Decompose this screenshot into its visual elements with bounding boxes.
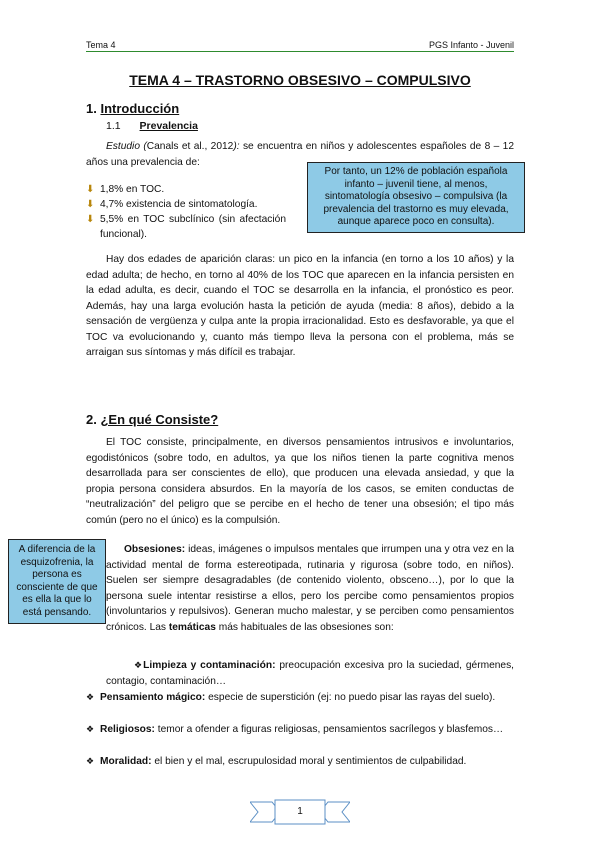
theme-text: especie de superstición (ej: no puedo pisar las rayas del suelo).: [205, 692, 496, 703]
thematics-label: temáticas: [168, 621, 216, 633]
subsection-heading: [106, 120, 198, 132]
theme-text: el bien y el mal, escrupulosidad moral y sentimientos de culpabilidad.: [151, 756, 467, 767]
diamond-bullet-icon: ❖: [134, 660, 144, 670]
page-number: 1: [297, 806, 303, 817]
theme-label: Moralidad:: [100, 756, 152, 767]
theme-label: Limpieza y contaminación:: [143, 660, 276, 671]
list-item: [86, 182, 286, 197]
header-left: Tema 4: [86, 40, 116, 50]
obsessions-paragraph: [106, 542, 514, 635]
prevalence-callout-box: Por tanto, un 12% de población española infanto – juvenil tiene, al menos, sintomatología obsesivo – compulsiva (la prevalencia del trastorno es muy elevada, aunque aparece poco en consulta).: [307, 162, 525, 233]
list-item: [86, 197, 286, 212]
theme-label: Religiosos:: [100, 724, 155, 735]
diamond-bullet-icon: ❖: [86, 692, 95, 702]
list-item-text: 1,8% en TOC.: [100, 184, 165, 195]
section-1-number: 1.: [86, 101, 97, 116]
obsessions-label: Obsesiones:: [124, 544, 186, 555]
obsessions-text: ideas, imágenes o impulsos mentales que irrumpen una y otra vez en la actividad mental de forma estereotipada, rutinaria y rigurosa (sobre todo, en niños). Suelen ser siempre desagradables (de contenido violento, obsceno…), por lo que la persona suele intentar resistirse a ellos, pero los percibe como pensamientos propios (involuntarios y repulsivos). Generan mucho malestar, y se perciben como pensamientos crónicos. Las: [106, 544, 514, 633]
schizophrenia-side-box: A diferencia de la esquizofrenia, la persona es consciente de que es ella la que lo está pensando.: [8, 539, 106, 624]
study-close: ):: [233, 141, 240, 152]
arrow-bullet-icon: ⬇: [86, 214, 95, 225]
section-1-heading: [86, 101, 179, 116]
theme-text: temor a ofender a figuras religiosas, pensamientos sacrílegos y blasfemos…: [154, 724, 504, 735]
list-item-text: 5,5% en TOC subclínico (sin afectación funcional).: [100, 214, 286, 240]
diamond-bullet-icon: ❖: [86, 724, 95, 734]
toc-definition-paragraph: El TOC consiste, principalmente, en diversos pensamientos intrusivos e involuntarios, egodistónicos (sobre todo, en adultos, ya que los niños tienen la parte cognitiva menos desarrollada para ser conscientes de ello), que producen una elevada ansiedad, y que la propia persona considera absurdos. En la mayoría de los casos, se emiten conductas de “neutralización” del peligro que se percibe en el hecho de tener una obsesión; el tipo más común (pero no el único) es la compulsión.: [86, 437, 514, 526]
section-2-title: ¿En qué Consiste?: [100, 412, 219, 427]
page-title: TEMA 4 – TRASTORNO OBSESIVO – COMPULSIVO: [129, 72, 471, 88]
subsection-title: Prevalencia: [139, 120, 198, 132]
subsection-number: 1.1: [106, 120, 121, 132]
thematics-text: más habituales de las obsesiones son:: [215, 621, 394, 633]
theme-text: preocupación excesiva pro la suciedad, gérmenes, contagio, contaminación…: [106, 660, 515, 687]
theme-item: [106, 658, 514, 689]
section-2-number: 2.: [86, 412, 97, 427]
diamond-bullet-icon: ❖: [86, 756, 95, 766]
page-number-ribbon: [250, 798, 350, 826]
theme-item: [86, 690, 514, 706]
header-right: PGS Infanto - Juvenil: [428, 40, 514, 50]
list-item-text: 4,7% existencia de sintomatología.: [100, 199, 258, 210]
section-1-title: Introducción: [100, 101, 180, 116]
list-item: [86, 212, 286, 242]
arrow-bullet-icon: ⬇: [86, 184, 95, 195]
study-text: se encuentra en niños y adolescentes españoles de 8 – 12 años una prevalencia de:: [86, 141, 515, 168]
page-header: [86, 40, 514, 52]
section-2-heading: [86, 412, 218, 427]
onset-paragraph: Hay dos edades de aparición claras: un pico en la infancia (en torno a los 10 años) y la edad adulta; de hecho, en torno al 40% de los TOC que aparecen en la infancia persisten en la edad adulta, es decir, cuando el TOC se desarrolla en la infancia, el pronóstico es peor. Además, hay una larga evolución hasta la petición de ayuda (media: 8 años), debido a la sensación de vergüenza y culpa ante la propia irracionalidad. Esto es desfavorable, ya que el TOC va evolucionando y, cuanto más tiempo lleva la persona con el problema, más se arraigan sus síntomas y más difícil es trabajar.: [86, 254, 514, 358]
theme-item: [86, 722, 514, 738]
theme-label: Pensamiento mágico:: [100, 692, 206, 703]
study-reference: Canals et al., 2012: [146, 141, 234, 152]
study-label: Estudio (: [106, 141, 147, 152]
prevalence-list: [86, 182, 286, 242]
theme-item: [86, 754, 514, 770]
arrow-bullet-icon: ⬇: [86, 199, 95, 210]
